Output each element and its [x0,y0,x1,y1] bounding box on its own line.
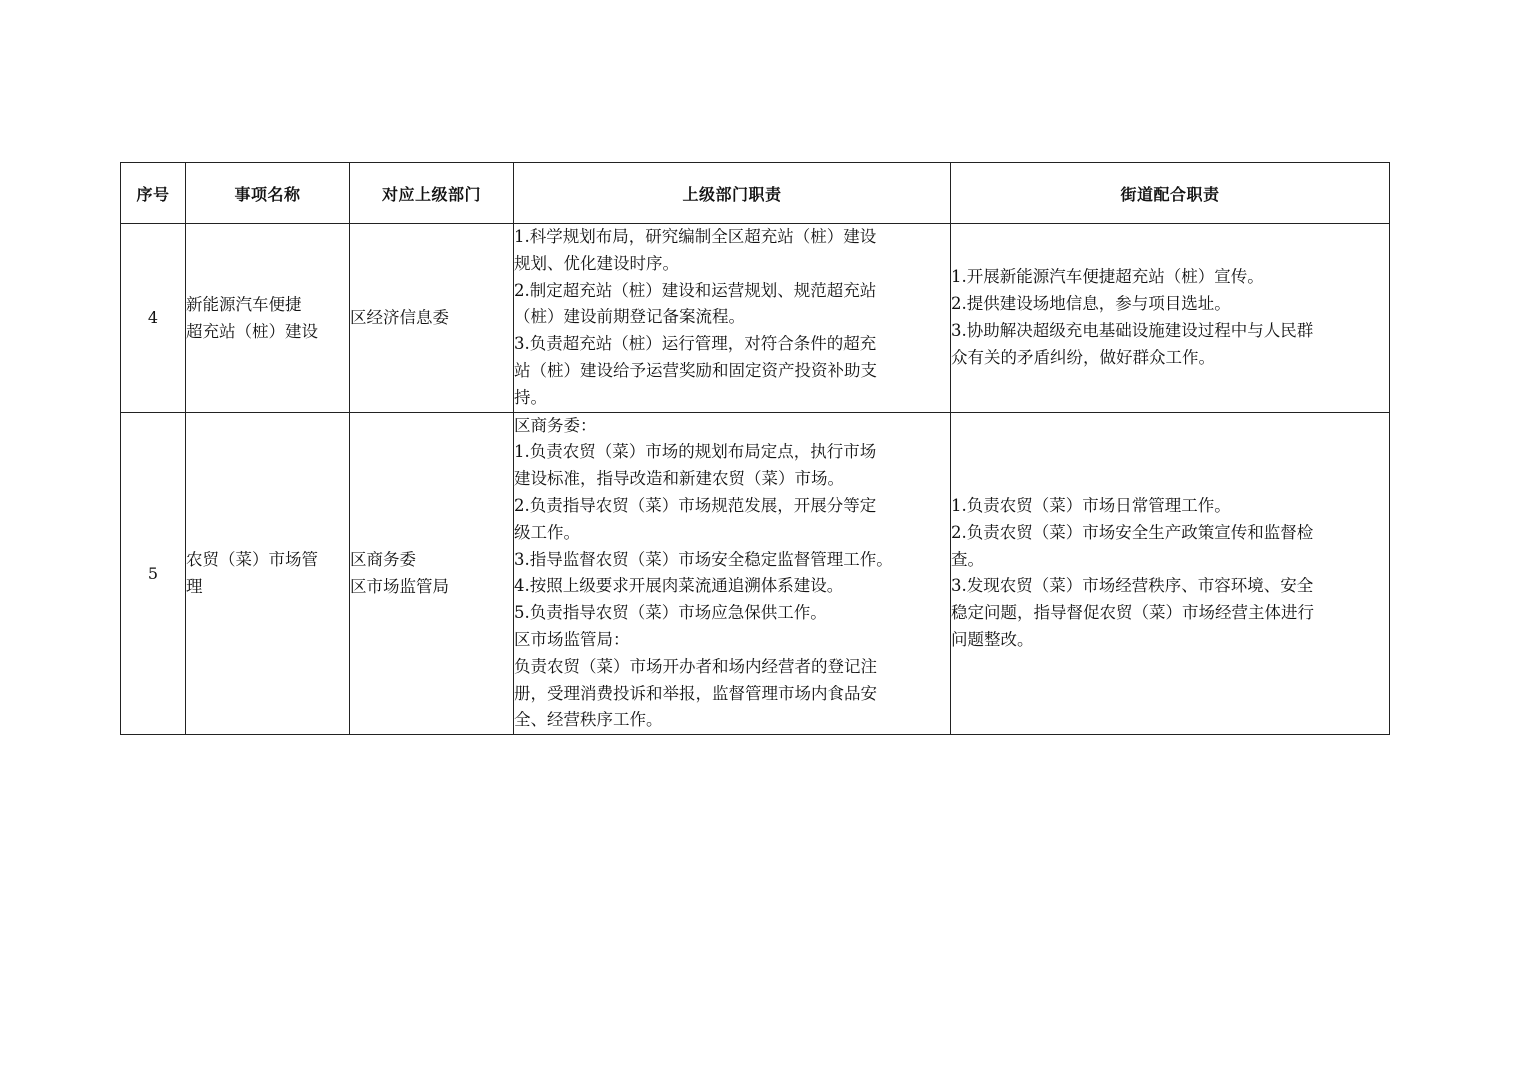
row-index: 5 [121,412,186,735]
duty-line: 区商务委： [514,415,597,435]
duty-line: 建设标准，指导改造和新建农贸（菜）市场。 [514,469,844,489]
header-item-name: 事项名称 [186,163,350,224]
street-duty-line: 众有关的矛盾纠纷，做好群众工作。 [951,347,1215,367]
duty-line: 2.制定超充站（桩）建设和运营规划、规范超充站 [514,280,877,300]
duty-line: 全、经营秩序工作。 [514,710,663,730]
duty-line: 1.负责农贸（菜）市场的规划布局定点，执行市场 [514,442,877,462]
street-duty-line: 1.开展新能源汽车便捷超充站（桩）宣传。 [951,267,1264,287]
department-line: 区商务委 [350,550,416,570]
duty-line: 负责农贸（菜）市场开办者和场内经营者的登记注 [514,656,877,676]
duty-line: 3.负责超充站（桩）运行管理，对符合条件的超充 [514,334,877,354]
street-duty-line: 3.协助解决超级充电基础设施建设过程中与人民群 [951,320,1314,340]
header-upper-duties: 上级部门职责 [514,163,951,224]
duty-line: 持。 [514,387,547,407]
table-row [121,224,1390,413]
street-duty-line: 稳定问题，指导督促农贸（菜）市场经营主体进行 [951,603,1314,623]
duty-line: 4.按照上级要求开展肉菜流通追溯体系建设。 [514,576,844,596]
row-upper-department [350,412,514,735]
department-line: 区市场监管局 [350,577,449,597]
street-duty-line: 2.提供建设场地信息，参与项目选址。 [951,293,1231,313]
duty-line: 3.指导监督农贸（菜）市场安全稳定监督管理工作。 [514,549,893,569]
row-item-name [186,412,350,735]
street-duty-line: 2.负责农贸（菜）市场安全生产政策宣传和监督检 [951,522,1314,542]
row-index: 4 [121,224,186,413]
row-upper-department [350,224,514,413]
row-upper-duties [514,412,951,735]
item-name-line: 农贸（菜）市场管 [186,550,318,570]
street-duty-line: 1.负责农贸（菜）市场日常管理工作。 [951,495,1231,515]
street-duty-line: 3.发现农贸（菜）市场经营秩序、市容环境、安全 [951,576,1314,596]
item-name-line: 超充站（桩）建设 [186,321,318,341]
row-street-duties [951,224,1390,413]
duty-line: 站（桩）建设给予运营奖励和固定资产投资补助支 [514,360,877,380]
row-item-name [186,224,350,413]
duty-line: 规划、优化建设时序。 [514,253,679,273]
department-line: 区经济信息委 [350,308,449,328]
duty-line: （桩）建设前期登记备案流程。 [514,307,745,327]
duty-line: 区市场监管局： [514,629,630,649]
duty-line: 2.负责指导农贸（菜）市场规范发展，开展分等定 [514,495,877,515]
duty-line: 级工作。 [514,522,580,542]
table-row [121,412,1390,735]
duty-line: 1.科学规划布局，研究编制全区超充站（桩）建设 [514,227,877,246]
duty-line: 5.负责指导农贸（菜）市场应急保供工作。 [514,603,827,623]
duty-table [120,162,1390,735]
item-name-line: 理 [186,577,203,597]
header-street-duties: 街道配合职责 [951,163,1390,224]
street-duty-line: 问题整改。 [951,629,1034,649]
row-upper-duties [514,224,951,413]
duty-line: 册，受理消费投诉和举报，监督管理市场内食品安 [514,683,877,703]
header-upper-department: 对应上级部门 [350,163,514,224]
row-street-duties [951,412,1390,735]
header-index: 序号 [121,163,186,224]
header-row [121,163,1390,224]
item-name-line: 新能源汽车便捷 [186,294,302,314]
street-duty-line: 查。 [951,549,984,569]
